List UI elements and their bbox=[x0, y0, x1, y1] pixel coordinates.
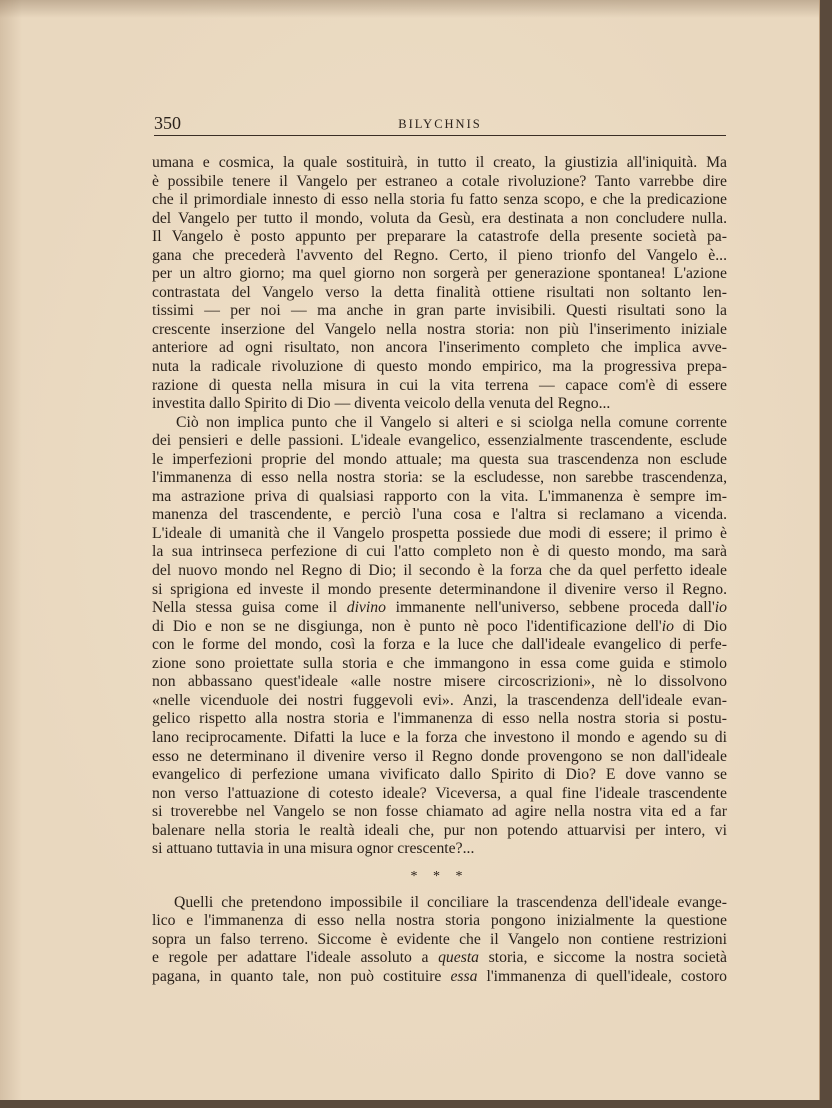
text-line bbox=[152, 968, 727, 987]
text-line: è possibile tenere il Vangelo per estraneo a cotale rivoluzione? Tanto varrebbe dire bbox=[152, 172, 727, 190]
text-line: Il Vangelo è posto appunto per preparare la catastrofe della presente società pa- bbox=[152, 228, 727, 246]
text-run: immanente nell'universo, sebbene proceda dall' bbox=[385, 599, 715, 617]
section-separator: * * * bbox=[410, 868, 469, 884]
text-line: «nelle vicenduole dei nostri fuggevoli evi». Anzi, la trascendenza dell'ideale evan- bbox=[152, 691, 727, 709]
paragraph-1 bbox=[152, 154, 727, 414]
text-line: crescente inserzione del Vangelo nella nostra storia: non più l'inserimento iniziale bbox=[152, 320, 727, 338]
text-run: Nella stessa guisa come il bbox=[152, 599, 347, 617]
text-line: esso ne determinano il divenire verso il Regno donde provengono se non dall'ideale bbox=[152, 747, 727, 765]
text-line: la sua intrinseca perfezione di cui l'atto completo non è di questo mondo, ma sarà bbox=[152, 543, 727, 561]
text-run: di Dio bbox=[673, 617, 728, 635]
text-line: contrastata del Vangelo verso la detta finalità ottiene risultati non soltanto len- bbox=[152, 283, 727, 301]
text-line: Quelli che pretendono impossibile il conciliare la trascendenza dell'ideale evange- bbox=[174, 893, 727, 911]
italic-text: essa bbox=[450, 967, 478, 985]
text-line: razione di questa nella misura in cui la vita terrena — capace com'è di essere bbox=[152, 376, 727, 394]
text-run: l'immanenza di quell'ideale, costoro bbox=[477, 967, 728, 985]
text-line: Ciò non implica punto che il Vangelo si alteri e si sciolga nella comune corrente bbox=[176, 413, 727, 431]
text-line: dei pensieri e delle passioni. L'ideale evangelico, essenzialmente trascendente, esclude bbox=[152, 432, 727, 450]
text-line: con le forme del mondo, così la forza e la luce che dall'ideale evangelico di perfe- bbox=[152, 636, 727, 654]
text-line: le imperfezioni proprie del mondo attuale; ma questa sua trascendenza non esclude bbox=[152, 450, 727, 468]
text-line: balenare nella storia le realtà ideali che, pur non potendo attuarvisi per intero, vi bbox=[152, 821, 727, 839]
text-line: ma astrazione priva di qualsiasi rapporto con la vita. L'immanenza è sempre im- bbox=[152, 487, 727, 505]
page-header bbox=[154, 113, 726, 139]
text-line: l'immanenza di esso nella nostra storia: se la escludesse, non sarebbe trascendenza, bbox=[152, 469, 727, 487]
paragraph-3 bbox=[152, 894, 727, 987]
text-line: che il primordiale innesto di esso nella storia fu fatto senza scopo, e che la predicazione bbox=[152, 191, 727, 209]
text-line: si troverebbe nel Vangelo se non fosse chiamato ad agire nella nostra vita ed a far bbox=[152, 803, 727, 821]
header-rule bbox=[154, 135, 726, 136]
body-text bbox=[152, 154, 727, 987]
text-line: non abbassano quest'ideale «alle nostre misere circoscrizioni», nè lo dissolvono bbox=[152, 673, 727, 691]
text-line: lano reciprocamente. Difatti la luce e la forza che investono il mondo e agendo su di bbox=[152, 728, 727, 746]
text-line: per un altro giorno; ma quel giorno non sorgerà per generazione spontanea! L'azione bbox=[152, 265, 727, 283]
text-run: storia, e siccome la nostra società bbox=[479, 949, 727, 967]
text-line: gana che precederà l'avvento del Regno. Certo, il pieno trionfo del Vangelo è... bbox=[152, 246, 727, 264]
text-line: anteriore ad ogni risultato, non ancora l'inserimento completo che implica avve- bbox=[152, 339, 727, 357]
text-run: di Dio e non se ne disgiunga, non è punto nè poco l'identificazione dell' bbox=[152, 617, 662, 635]
italic-text: questa bbox=[438, 949, 480, 967]
text-run: pagana, in quanto tale, non può costituire bbox=[152, 967, 451, 985]
text-line: umana e cosmica, la quale sostituirà, in tutto il creato, la giustizia all'iniquità. Ma bbox=[152, 154, 727, 171]
text-line: evangelico di perfezione umana vivificato dallo Spirito di Dio? E dove vanno se bbox=[152, 766, 727, 784]
italic-text: io bbox=[661, 617, 674, 635]
text-line: investita dallo Spirito di Dio — diventa veicolo della venuta del Regno... bbox=[152, 395, 611, 413]
text-line bbox=[152, 949, 727, 968]
text-line: lico e l'immanenza di esso nella nostra storia pongono inizialmente la questione bbox=[152, 912, 727, 930]
italic-text: io bbox=[714, 599, 727, 617]
text-line: non verso l'attuazione di cotesto ideale? Viceversa, a qual fine l'ideale trascendente bbox=[152, 784, 727, 802]
text-line: gelico rispetto alla nostra storia e l'immanenza di esso nella nostra storia si postu- bbox=[152, 710, 727, 728]
text-run: e regole per adattare l'ideale assoluto a bbox=[152, 949, 439, 967]
text-line: nuta la radicale rivoluzione di questo mondo empirico, ma la progressiva prepa- bbox=[152, 358, 727, 376]
text-line: manenza del trascendente, e perciò l'una cosa e l'altra si reclamano a vicenda. bbox=[152, 506, 727, 524]
italic-text: divino bbox=[346, 599, 386, 617]
paragraph-2 bbox=[152, 414, 727, 859]
text-line: del Vangelo per tutto il mondo, voluta da Gesù, era destinata a non concludere nulla. bbox=[152, 209, 727, 227]
text-line: tissimi — per noi — ma anche in gran parte invisibili. Questi risultati sono la bbox=[152, 302, 727, 320]
text-line: si attuano tuttavia in una misura ognor crescente?... bbox=[152, 840, 475, 858]
text-line: zione sono proiettate sulla storia e che immangono in essa come guida e stimolo bbox=[152, 654, 727, 672]
text-line bbox=[152, 618, 727, 637]
page-number: 350 bbox=[154, 113, 181, 133]
text-line: del nuovo mondo nel Regno di Dio; il secondo è la forza che da quel perfetto ideale bbox=[152, 562, 727, 580]
text-line: L'ideale di umanità che il Vangelo prospetta possiede due modi di essere; il primo è bbox=[152, 524, 727, 542]
text-line: si sprigiona ed investe il mondo presente determinandone il divenire verso il Regno. bbox=[152, 580, 727, 598]
text-line: sopra un falso terreno. Siccome è evidente che il Vangelo non contiene restrizioni bbox=[152, 930, 727, 948]
running-head: BILYCHNIS bbox=[398, 117, 482, 131]
text-line bbox=[152, 599, 727, 618]
